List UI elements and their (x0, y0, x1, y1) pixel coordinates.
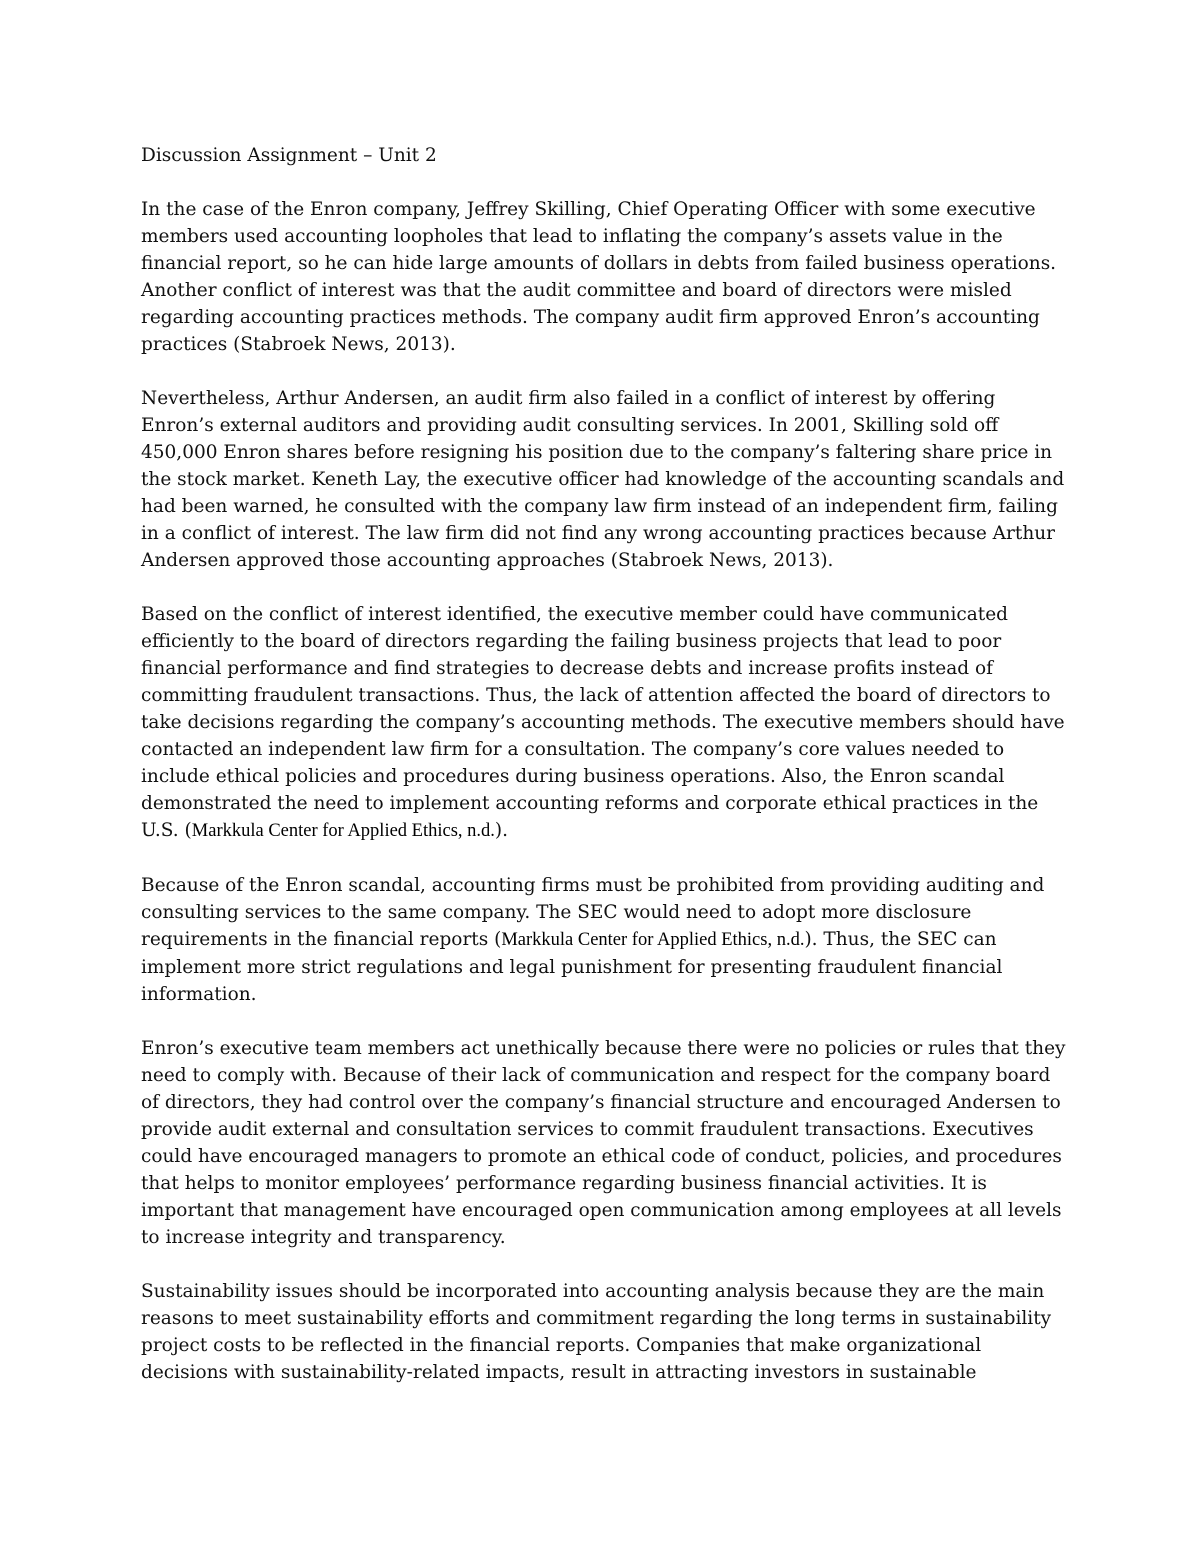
paragraph-3 (141, 601, 1066, 845)
paragraph-4-citation: Markkula Center for Applied Ethics, n.d. (501, 930, 805, 950)
paragraph-4-tail: ). Thus, the SEC can implement more strict regulations and legal punishment for presenting fraudulent financial information. (141, 929, 1003, 1005)
paragraph-4-text: Because of the Enron scandal, accounting firms must be prohibited from providing auditing and consulting services to the same company. The SEC would need to adopt more disclosure requirements in the financial reports ( (141, 875, 1045, 950)
paragraph-1: In the case of the Enron company, Jeffrey Skilling, Chief Operating Officer with some executive members used accounting loopholes that lead to inflating the company’s assets value in the financial report, so he can hide large amounts of dollars in debts from failed business operations. Another conflict of interest was that the audit committee and board of directors were misled regarding accounting practices methods. The company audit firm approved Enron’s accounting practices (Stabroek News, 2013). (141, 199, 1057, 355)
paragraph-5: Enron’s executive team members act unethically because there were no policies or rules that they need to comply with. Because of their lack of communication and respect for the company board of directors, they had control over the company’s financial structure and encouraged Andersen to provide audit external and consultation services to commit fraudulent transactions. Executives could have encouraged managers to promote an ethical code of conduct, policies, and procedures that helps to monitor employees’ performance regarding business financial activities. It is important that management have encouraged open communication among employees at all levels to increase integrity and transparency. (141, 1038, 1066, 1248)
paragraph-2: Nevertheless, Arthur Andersen, an audit firm also failed in a conflict of interest by offering Enron’s external auditors and providing audit consulting services. In 2001, Skilling sold off 450,000 Enron shares before resigning his position due to the company’s faltering share price in the stock market. Keneth Lay, the executive officer had knowledge of the accounting scandals and had been warned, he consulted with the company law firm instead of an independent firm, failing in a conflict of interest. The law firm did not find any wrong accounting practices because Arthur Andersen approved those accounting approaches (Stabroek News, 2013). (141, 388, 1065, 571)
paragraph-6: Sustainability issues should be incorporated into accounting analysis because they are the main reasons to meet sustainability efforts and commitment regarding the long terms in sustainability project costs to be reflected in the financial reports. Companies that make organizational decisions with sustainability-related impacts, result in attracting investors in sustainable (141, 1281, 1052, 1383)
paragraph-3-citation: Markkula Center for Applied Ethics, n.d. (191, 821, 495, 841)
document-body (141, 142, 1066, 1413)
paragraph-4 (141, 872, 1066, 1008)
paragraph-3-text: Based on the conflict of interest identified, the executive member could have communicated efficiently to the board of directors regarding the failing business projects that lead to poor financial performance and find strategies to decrease debts and increase profits instead of committing fraudulent transactions. Thus, the lack of attention affected the board of directors to take decisions regarding the company’s accounting methods. The executive members should have contacted an independent law firm for a consultation. The company’s core values needed to include ethical policies and procedures during business operations. Also, the Enron scandal demonstrated the need to implement accounting reforms and corporate ethical practices in the U.S. ( (141, 604, 1065, 841)
document-title: Discussion Assignment – Unit 2 (141, 145, 437, 166)
paragraph-3-tail: ). (494, 820, 509, 841)
